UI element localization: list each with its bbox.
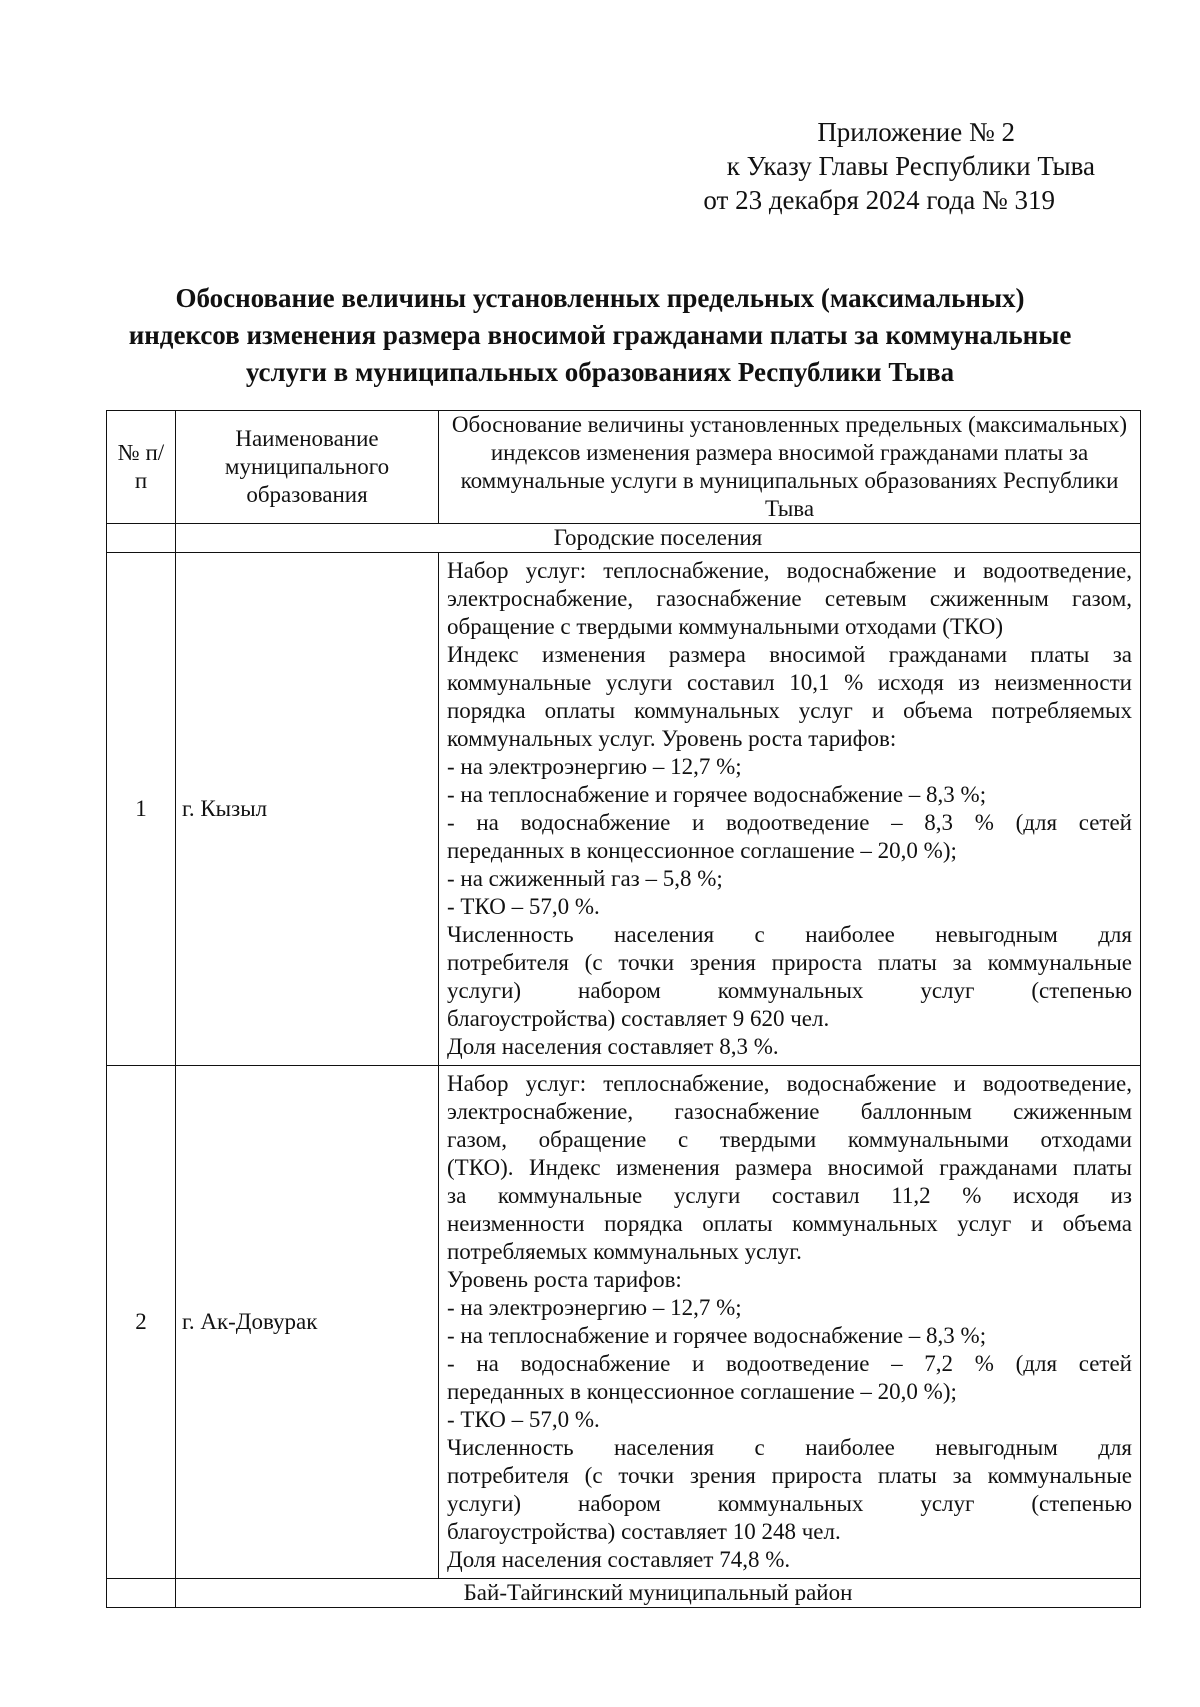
- document-title: [100, 280, 1100, 391]
- justification-line: - на теплоснабжение и горячее водоснабжение – 8,3 %;: [447, 782, 987, 807]
- justification-line: - ТКО – 57,0 %.: [447, 1407, 600, 1432]
- header-name: Наименование муниципального образования: [176, 411, 439, 524]
- justification-line: газом, обращение с твердыми коммунальными отходами: [447, 1127, 1132, 1152]
- justification-line: услуги) набором коммунальных услуг (степенью: [447, 1491, 1132, 1516]
- justification-line: Набор услуг: теплоснабжение, водоснабжение и водоотведение,: [447, 1071, 1132, 1096]
- justification-line: - на теплоснабжение и горячее водоснабжение – 8,3 %;: [447, 1323, 987, 1348]
- justification-line: - на электроэнергию – 12,7 %;: [447, 754, 742, 779]
- justification-line: - ТКО – 57,0 %.: [447, 894, 600, 919]
- row-name: г. Кызыл: [176, 553, 439, 1066]
- justification-line: - на водоснабжение и водоотведение – 7,2 % (для сетей: [447, 1351, 1132, 1376]
- justification-line: (ТКО). Индекс изменения размера вносимой гражданами платы: [447, 1155, 1132, 1180]
- table-row: [107, 1066, 1141, 1579]
- justification-line: - на электроэнергию – 12,7 %;: [447, 1295, 742, 1320]
- justification-line: Доля населения составляет 74,8 %.: [447, 1547, 791, 1572]
- appendix-decree: к Указу Главы Республики Тыва: [726, 151, 1095, 181]
- justification-line: Уровень роста тарифов:: [447, 1267, 682, 1292]
- section-label-urban: Городские поселения: [176, 524, 1141, 553]
- justification-line: Численность населения с наиболее невыгодным для: [447, 922, 1132, 947]
- title-line-2: индексов изменения размера вносимой гражданами платы за коммунальные: [128, 320, 1072, 350]
- justification-line: неизменности порядка оплаты коммунальных услуг и объема: [447, 1211, 1132, 1236]
- table-header-row: [107, 411, 1141, 524]
- justification-line: потребителя (с точки зрения прироста платы за коммунальные: [447, 1463, 1132, 1488]
- title-line-3: услуги в муниципальных образованиях Республики Тыва: [245, 357, 955, 387]
- justification-line: обращение с твердыми коммунальными отходами (ТКО): [447, 614, 1004, 639]
- section-row-urban: [107, 524, 1141, 553]
- header-justification: Обоснование величины установленных предельных (максимальных) индексов изменения размера вносимой гражданами платы за коммунальные услуги в муниципальных образованиях Республики Тыва: [439, 411, 1141, 524]
- section-row-bai-taiga: [107, 1579, 1141, 1608]
- justification-line: электроснабжение, газоснабжение сетевым сжиженным газом,: [447, 586, 1132, 611]
- row-justification: [439, 553, 1141, 1066]
- justification-line: Набор услуг: теплоснабжение, водоснабжение и водоотведение,: [447, 558, 1132, 583]
- justification-line: потребляемых коммунальных услуг.: [447, 1239, 802, 1264]
- justification-line: коммунальных услуг. Уровень роста тарифов:: [447, 726, 897, 751]
- justification-line: Доля населения составляет 8,3 %.: [447, 1034, 779, 1059]
- justification-line: - на сжиженный газ – 5,8 %;: [447, 866, 723, 891]
- justification-line: - на водоснабжение и водоотведение – 8,3 % (для сетей: [447, 810, 1132, 835]
- justification-line: потребителя (с точки зрения прироста платы за коммунальные: [447, 950, 1132, 975]
- justification-line: порядка оплаты коммунальных услуг и объема потребляемых: [447, 698, 1132, 723]
- justification-line: за коммунальные услуги составил 11,2 % исходя из: [447, 1183, 1132, 1208]
- appendix-header: [703, 115, 1095, 217]
- justification-line: переданных в концессионное соглашение – 20,0 %);: [447, 1379, 957, 1404]
- justification-line: услуги) набором коммунальных услуг (степенью: [447, 978, 1132, 1003]
- appendix-number: Приложение № 2: [817, 117, 1015, 147]
- justification-line: благоустройства) составляет 9 620 чел.: [447, 1006, 830, 1031]
- justification-line: коммунальные услуги составил 10,1 % исходя из неизменности: [447, 670, 1132, 695]
- row-justification: [439, 1066, 1141, 1579]
- title-line-1: Обоснование величины установленных предельных (максимальных): [175, 283, 1025, 313]
- justification-line: электроснабжение, газоснабжение баллонным сжиженным: [447, 1099, 1132, 1124]
- justification-line: благоустройства) составляет 10 248 чел.: [447, 1519, 841, 1544]
- table-row: [107, 553, 1141, 1066]
- row-num: 2: [107, 1066, 176, 1579]
- row-name: г. Ак-Довурак: [176, 1066, 439, 1579]
- justification-line: переданных в концессионное соглашение – 20,0 %);: [447, 838, 957, 863]
- row-num: 1: [107, 553, 176, 1066]
- justification-table: [106, 410, 1141, 1608]
- header-num: № п/п: [107, 411, 176, 524]
- justification-line: Индекс изменения размера вносимой гражданами платы за: [447, 642, 1132, 667]
- appendix-date: от 23 декабря 2024 года № 319: [703, 185, 1055, 215]
- section-label-bai-taiga: Бай-Тайгинский муниципальный район: [176, 1579, 1141, 1608]
- justification-line: Численность населения с наиболее невыгодным для: [447, 1435, 1132, 1460]
